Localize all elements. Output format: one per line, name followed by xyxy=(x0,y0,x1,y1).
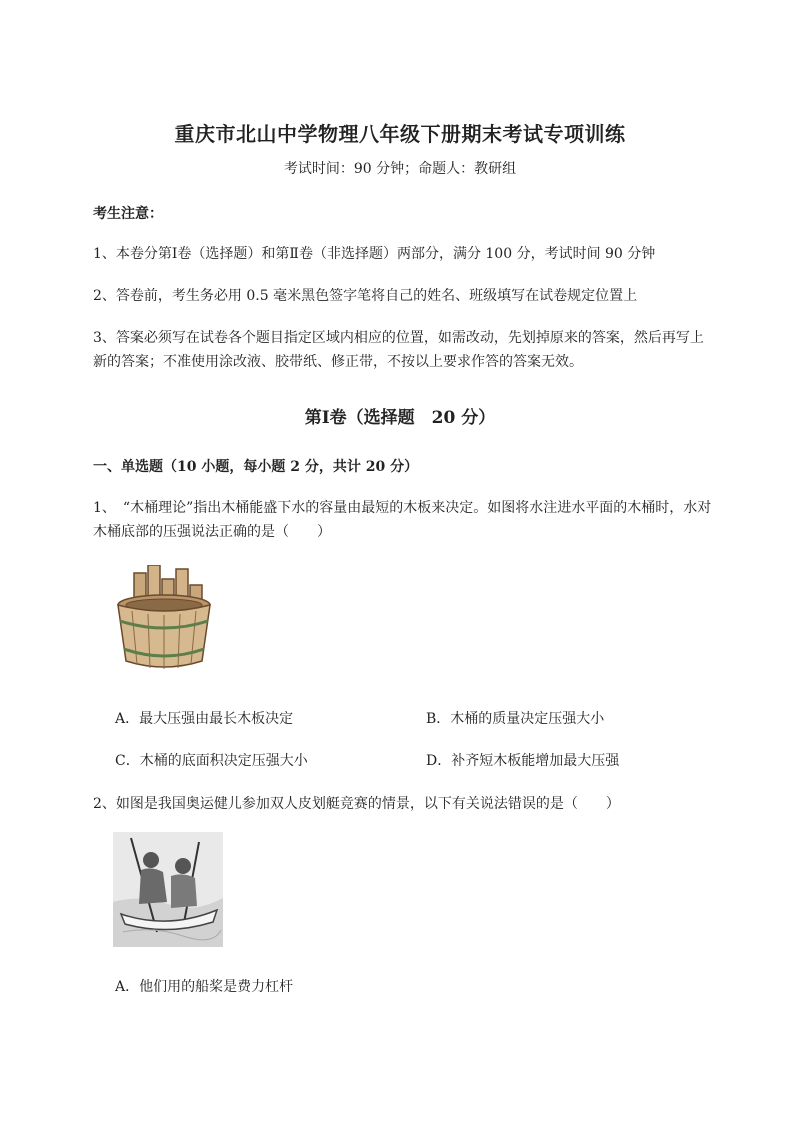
notice-heading: 考生注意： xyxy=(93,206,163,222)
kayak-athletes-image xyxy=(113,832,223,947)
q1-option-a: A．最大压强由最长木板决定 xyxy=(115,711,294,727)
q1-option-d: D．补齐短木板能增加最大压强 xyxy=(426,753,620,769)
notice-item-2: 2、答卷前，考生务必用 0.5 毫米黑色签字笔将自己的姓名、班级填写在试卷规定位置上 xyxy=(93,288,638,304)
question-2-stem: 2、如图是我国奥运健儿参加双人皮划艇竞赛的情景，以下有关说法错误的是（ ） xyxy=(93,796,620,812)
notice-item-1: 1、本卷分第Ⅰ卷（选择题）和第Ⅱ卷（非选择题）两部分，满分 100 分，考试时间 90 分钟 xyxy=(93,246,656,262)
exam-info: 考试时间：90 分钟；命题人：教研组 xyxy=(283,161,517,177)
q1-option-c: C．木桶的底面积决定压强大小 xyxy=(115,753,308,769)
q1-option-b: B．木桶的质量决定压强大小 xyxy=(426,711,605,727)
wooden-bucket-image xyxy=(112,565,216,673)
question-1-stem: 1、 “木桶理论”指出木桶能盛下水的容量由最短的木板来决定。如图将水注进水平面的木桶时，水对木桶底部的压强说法正确的是（ ） xyxy=(93,500,712,540)
q2-option-a: A．他们用的船桨是费力杠杆 xyxy=(115,979,294,995)
section-title: 第Ⅰ卷（选择题 20 分） xyxy=(304,408,496,428)
group-title: 一、单选题（10 小题，每小题 2 分，共计 20 分） xyxy=(93,459,419,475)
notice-item-3: 3、答案必须写在试卷各个题目指定区域内相应的位置，如需改动，先划掉原来的答案，然后再写上新的答案；不准使用涂改液、胶带纸、修正带，不按以上要求作答的答案无效。 xyxy=(93,330,704,370)
page-title: 重庆市北山中学物理八年级下册期末考试专项训练 xyxy=(174,122,626,146)
